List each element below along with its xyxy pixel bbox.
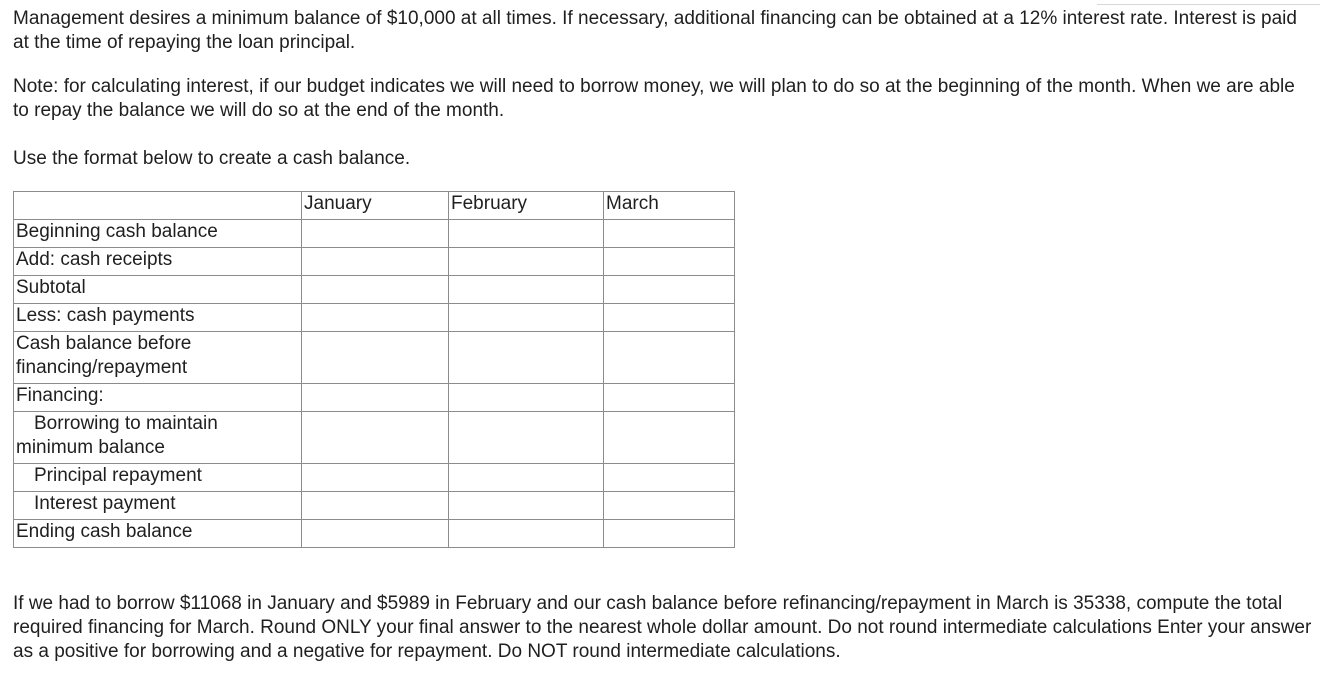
cell-january[interactable] — [302, 220, 449, 248]
cell-january[interactable] — [302, 412, 449, 464]
cell-january[interactable] — [302, 492, 449, 520]
table-row — [14, 412, 735, 464]
row-label-ending-cash-balance: Ending cash balance — [14, 520, 302, 548]
cell-march[interactable] — [604, 248, 735, 276]
header-cell-blank — [14, 192, 302, 220]
cell-february[interactable] — [449, 332, 604, 384]
cash-balance-table — [13, 191, 735, 548]
row-label-add-cash-receipts: Add: cash receipts — [14, 248, 302, 276]
header-cell-january: January — [302, 192, 449, 220]
cell-february[interactable] — [449, 220, 604, 248]
cell-january[interactable] — [302, 332, 449, 384]
row-label-subtotal: Subtotal — [14, 276, 302, 304]
question-paragraph: If we had to borrow $11068 in January and $5989 in February and our cash balance before refinancing/repayment in March is 35338, compute the total required financing for March. Round ONLY your final answer to the nearest whole dollar amount. Do not round intermediate calculations Enter your answer as a positive for borrowing and a negative for repayment. Do NOT round intermediate calculations. — [13, 593, 1312, 662]
cell-march[interactable] — [604, 276, 735, 304]
row-label-interest-payment — [14, 492, 302, 520]
cell-february[interactable] — [449, 412, 604, 464]
table-row — [14, 384, 735, 412]
table-row — [14, 220, 735, 248]
table-row — [14, 332, 735, 384]
table-row — [14, 276, 735, 304]
table-row — [14, 492, 735, 520]
cell-march[interactable] — [604, 492, 735, 520]
table-row — [14, 248, 735, 276]
row-label-beginning-cash-balance: Beginning cash balance — [14, 220, 302, 248]
cell-march[interactable] — [604, 384, 735, 412]
header-cell-february: February — [449, 192, 604, 220]
row-label-cash-balance-before-financing: Cash balance before financing/repayment — [14, 332, 302, 384]
row-label-financing: Financing: — [14, 384, 302, 412]
cell-march[interactable] — [604, 464, 735, 492]
cell-january[interactable] — [302, 384, 449, 412]
row-label-borrowing-text: Borrowing to maintain minimum balance — [16, 413, 218, 458]
intro-paragraph-1: Management desires a minimum balance of $10,000 at all times. If necessary, additional financing can be obtained at a 12% interest rate. Interest is paid at the time of repaying the loan principal. — [13, 8, 1297, 53]
row-label-borrowing — [14, 412, 302, 464]
cell-january[interactable] — [302, 464, 449, 492]
intro-paragraph-3: Use the format below to create a cash balance. — [13, 148, 411, 169]
row-label-principal-repayment — [14, 464, 302, 492]
cell-february[interactable] — [449, 276, 604, 304]
cell-january[interactable] — [302, 276, 449, 304]
cell-january[interactable] — [302, 520, 449, 548]
cell-february[interactable] — [449, 384, 604, 412]
cell-march[interactable] — [604, 412, 735, 464]
cell-january[interactable] — [302, 304, 449, 332]
cell-february[interactable] — [449, 464, 604, 492]
table-row — [14, 304, 735, 332]
cell-march[interactable] — [604, 304, 735, 332]
table-header-row — [14, 192, 735, 220]
cell-february[interactable] — [449, 304, 604, 332]
row-label-less-cash-payments: Less: cash payments — [14, 304, 302, 332]
cell-february[interactable] — [449, 248, 604, 276]
cell-march[interactable] — [604, 220, 735, 248]
table-row — [14, 520, 735, 548]
cell-february[interactable] — [449, 492, 604, 520]
cell-march[interactable] — [604, 332, 735, 384]
intro-paragraph-2: Note: for calculating interest, if our budget indicates we will need to borrow money, we will plan to do so at the beginning of the month. When we are able to repay the balance we will do so at the end of the month. — [13, 76, 1295, 121]
row-label-interest-payment-text: Interest payment — [34, 493, 176, 514]
cell-january[interactable] — [302, 248, 449, 276]
table-row — [14, 464, 735, 492]
top-right-divider — [1097, 4, 1320, 5]
row-label-principal-repayment-text: Principal repayment — [34, 465, 202, 486]
header-cell-march: March — [604, 192, 735, 220]
cell-march[interactable] — [604, 520, 735, 548]
cell-february[interactable] — [449, 520, 604, 548]
